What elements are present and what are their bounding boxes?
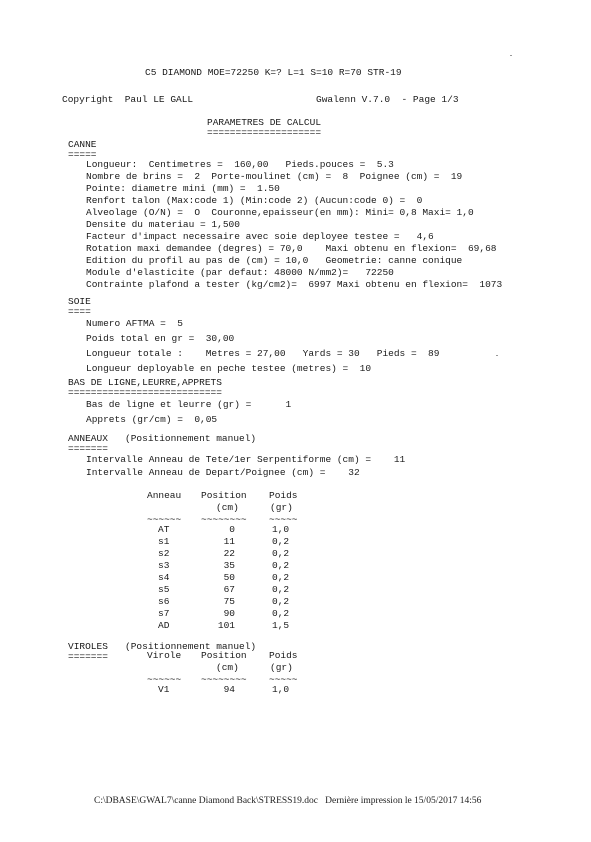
bas-line: Bas de ligne et leurre (gr) = 1 <box>86 399 292 410</box>
virole-poids: 1,0 <box>272 684 290 695</box>
viroles-tilde-position: ~~~~~~~~ <box>201 674 247 685</box>
anneau-label: AT <box>158 524 170 535</box>
anneau-label: AD <box>158 620 170 631</box>
anneau-poids: 0,2 <box>272 548 290 559</box>
anneaux-col-header-poids: Poids <box>269 490 298 501</box>
anneau-poids: 0,2 <box>272 608 290 619</box>
anneau-position: 11 <box>223 536 235 547</box>
anneau-label: s7 <box>158 608 170 619</box>
anneaux-col-header-position: Position <box>201 490 247 501</box>
anneaux-unit-position: (cm) <box>216 502 239 513</box>
canne-line: Densite du materiau = 1,500 <box>86 219 240 230</box>
canne-line: Module d'elasticite (par defaut: 48000 N/mm2)= 72250 <box>86 267 394 278</box>
anneau-label: s5 <box>158 584 170 595</box>
viroles-tilde-virole: ~~~~~~ <box>147 674 182 685</box>
anneaux-tilde-poids: ~~~~~ <box>269 514 298 525</box>
anneaux-underline: ======= <box>68 443 108 454</box>
anneau-position: 90 <box>223 608 235 619</box>
document-title: C5 DIAMOND MOE=72250 K=? L=1 S=10 R=70 STR-19 <box>145 67 402 78</box>
viroles-col-header-position: Position <box>201 650 247 661</box>
anneau-poids: 0,2 <box>272 584 290 595</box>
bas-parameters <box>86 397 291 427</box>
anneaux-heading: ANNEAUX (Positionnement manuel) <box>68 433 257 444</box>
bas-underline: =========================== <box>68 387 222 398</box>
anneau-position: 67 <box>223 584 235 595</box>
soie-parameters <box>86 316 439 376</box>
anneaux-tilde-position: ~~~~~~~~ <box>201 514 247 525</box>
canne-line: Edition du profil au pas de (cm) = 10,0 Geometrie: canne conique <box>86 255 463 266</box>
canne-underline: ===== <box>68 149 97 160</box>
viroles-unit-poids: (gr) <box>270 662 293 673</box>
anneau-label: s2 <box>158 548 170 559</box>
anneaux-line: Intervalle Anneau de Depart/Poignee (cm) = 32 <box>86 467 360 478</box>
canne-line: Facteur d'impact necessaire avec soie deployee testee = 4,6 <box>86 231 434 242</box>
virole-label: V1 <box>158 684 170 695</box>
anneau-position: 0 <box>229 524 235 535</box>
canne-line: Renfort talon (Max:code 1) (Min:code 2) (Aucun:code 0) = 0 <box>86 195 423 206</box>
bas-line: Apprets (gr/cm) = 0,05 <box>86 414 218 425</box>
soie-underline: ==== <box>68 306 91 317</box>
viroles-tilde-poids: ~~~~~ <box>269 674 298 685</box>
viroles-heading: VIROLES (Positionnement manuel) <box>68 641 257 652</box>
anneau-position: 22 <box>223 548 235 559</box>
canne-line: Pointe: diametre mini (mm) = 1.50 <box>86 183 280 194</box>
canne-heading: CANNE <box>68 139 97 150</box>
canne-line: Longueur: Centimetres = 160,00 Pieds.pouces = 5.3 <box>86 159 394 170</box>
anneau-poids: 0,2 <box>272 536 290 547</box>
canne-line: Rotation maxi demandee (degres) = 70,0 Maxi obtenu en flexion= 69,68 <box>86 243 497 254</box>
footer-print-info: C:\DBASE\GWAL7\canne Diamond Back\STRESS19.doc Dernière impression le 15/05/2017 14:56 <box>94 796 482 806</box>
anneau-poids: 1,5 <box>272 620 290 631</box>
anneau-label: s4 <box>158 572 170 583</box>
scan-mark <box>510 55 512 56</box>
anneau-position: 101 <box>217 620 235 631</box>
anneau-poids: 0,2 <box>272 572 290 583</box>
anneaux-line: Intervalle Anneau de Tete/1er Serpentiforme (cm) = 11 <box>86 454 406 465</box>
anneau-poids: 1,0 <box>272 524 290 535</box>
viroles-col-header-poids: Poids <box>269 650 298 661</box>
viroles-col-header-virole: Virole <box>147 650 182 661</box>
anneaux-parameters <box>86 453 405 479</box>
canne-line: Contrainte plafond a tester (kg/cm2)= 6997 Maxi obtenu en flexion= 1073 <box>86 279 503 290</box>
anneaux-tilde-anneau: ~~~~~~ <box>147 514 182 525</box>
anneau-position: 75 <box>223 596 235 607</box>
anneau-position: 35 <box>223 560 235 571</box>
anneau-label: s1 <box>158 536 170 547</box>
version-page-text: Gwalenn V.7.0 - Page 1/3 <box>316 94 459 105</box>
soie-line: Longueur totale : Metres = 27,00 Yards = 30 Pieds = 89 <box>86 348 440 359</box>
anneau-position: 50 <box>223 572 235 583</box>
canne-line: Alveolage (O/N) = O Couronne,epaisseur(en mm): Mini= 0,8 Maxi= 1,0 <box>86 207 474 218</box>
soie-line: Poids total en gr = 30,00 <box>86 333 235 344</box>
soie-heading: SOIE <box>68 296 91 307</box>
virole-position: 94 <box>223 684 235 695</box>
viroles-unit-position: (cm) <box>216 662 239 673</box>
copyright-text: Copyright Paul LE GALL <box>62 94 194 105</box>
anneaux-col-header-anneau: Anneau <box>147 490 182 501</box>
section-title: PARAMETRES DE CALCUL <box>207 117 322 128</box>
anneau-poids: 0,2 <box>272 560 290 571</box>
canne-line: Nombre de brins = 2 Porte-moulinet (cm) = 8 Poignee (cm) = 19 <box>86 171 463 182</box>
bas-heading: BAS DE LIGNE,LEURRE,APPRETS <box>68 377 222 388</box>
section-title-underline: ==================== <box>207 127 322 138</box>
viroles-underline: ======= <box>68 651 108 662</box>
anneau-label: s6 <box>158 596 170 607</box>
soie-line: Numero AFTMA = 5 <box>86 318 183 329</box>
canne-parameters <box>86 159 502 291</box>
scan-mark <box>496 355 498 356</box>
anneaux-unit-poids: (gr) <box>270 502 293 513</box>
soie-line: Longueur deployable en peche testee (metres) = 10 <box>86 363 372 374</box>
anneau-label: s3 <box>158 560 170 571</box>
anneau-poids: 0,2 <box>272 596 290 607</box>
